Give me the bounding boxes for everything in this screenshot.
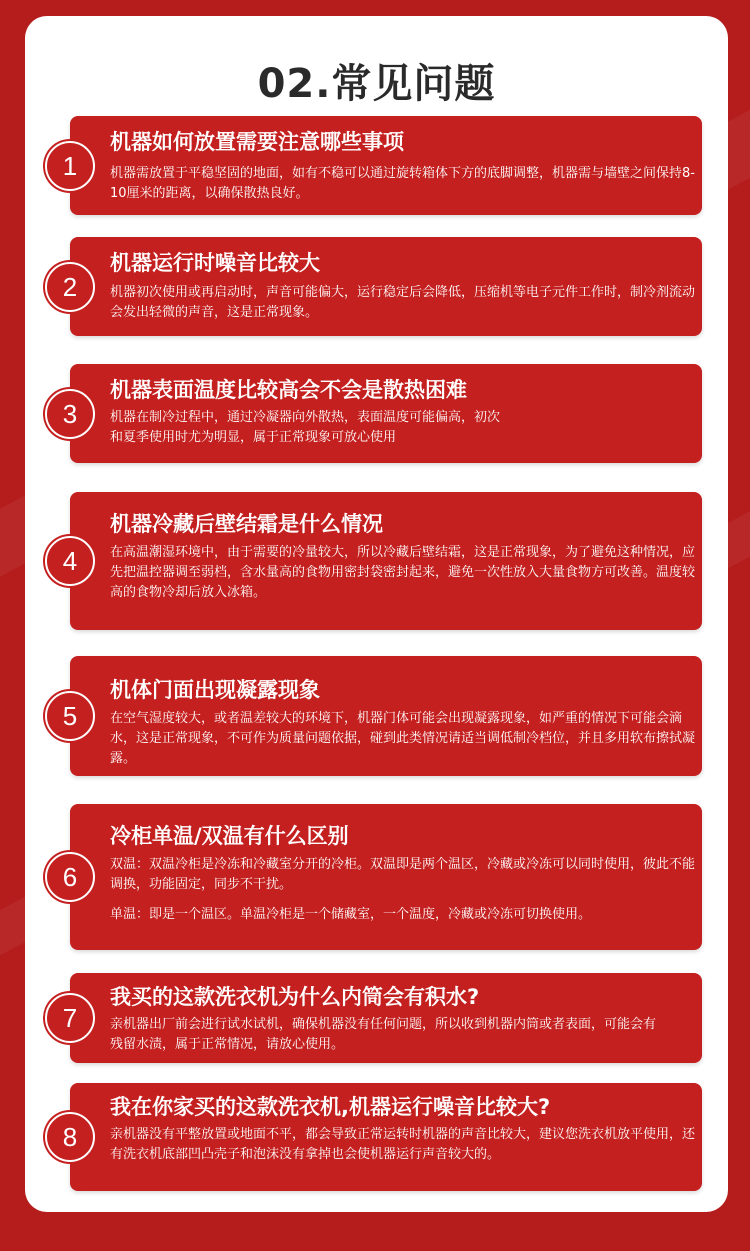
faq-item-3 [62,364,702,463]
faq-answer: 亲机器出厂前会进行试水试机，确保机器没有任何问题，所以收到机器内筒或者表面，可能会有残留水渍，属于正常情况，请放心使用。 [110,1017,657,1052]
faq-item-5 [62,656,702,776]
faq-answer: 机器初次使用或再启动时，声音可能偏大，运行稳定后会降低，压缩机等电子元件工作时，制冷剂流动会发出轻微的声音，这是正常现象。 [110,285,696,320]
faq-item-8 [62,1083,702,1191]
faq-question: 我在你家买的这款洗衣机,机器运行噪音比较大? [110,1095,551,1119]
faq-number-badge: 1 [45,141,95,191]
page-title: 02.常见问题 [257,61,496,107]
faq-question: 机器冷藏后壁结霜是什么情况 [110,512,383,536]
faq-answer: 机器在制冷过程中，通过冷凝器向外散热，表面温度可能偏高，初次和夏季使用时尤为明显，属于正常现象可放心使用 [110,410,501,445]
faq-item-7 [62,973,702,1063]
faq-question: 机器运行时噪音比较大 [110,251,320,275]
faq-number-badge: 3 [45,389,95,439]
faq-question: 我买的这款洗衣机为什么内筒会有积水? [110,985,480,1009]
faq-answer-secondary: 单温：即是一个温区。单温冷柜是一个储藏室，一个温度，冷藏或冷冻可切换使用。 [110,907,592,922]
faq-question: 机器表面温度比较高会不会是散热困难 [110,378,467,402]
faq-question: 机体门面出现凝露现象 [110,678,320,702]
faq-answer: 在空气湿度较大，或者温差较大的环境下，机器门体可能会出现凝露现象，如严重的情况下可能会滴水，这是正常现象，不可作为质量问题依据，碰到此类情况请适当调低制冷档位，并且多用软布擦拭凝露。 [110,711,696,766]
faq-number-badge: 5 [45,691,95,741]
faq-answer: 亲机器没有平整放置或地面不平，都会导致正常运转时机器的声音比较大，建议您洗衣机放平使用，还有洗衣机底部凹凸壳子和泡沫没有拿掉也会使机器运行声音较大的。 [110,1127,696,1162]
faq-item-4 [62,492,702,630]
faq-answer: 在高温潮湿环境中，由于需要的冷量较大，所以冷藏后壁结霜，这是正常现象，为了避免这种情况，应先把温控器调至弱档，含水量高的食物用密封袋密封起来，避免一次性放入大量食物方可改善。温度较高的食物冷却后放入冰箱。 [110,545,696,600]
faq-answer: 双温：双温冷柜是冷冻和冷藏室分开的冷柜。双温即是两个温区，冷藏或冷冻可以同时使用，彼此不能调换，功能固定，同步不干扰。 [110,857,696,892]
faq-question: 机器如何放置需要注意哪些事项 [110,130,404,154]
faq-item-1 [62,116,702,215]
faq-question: 冷柜单温/双温有什么区别 [110,824,349,848]
faq-number-badge: 6 [45,852,95,902]
faq-answer: 机器需放置于平稳坚固的地面，如有不稳可以通过旋转箱体下方的底脚调整，机器需与墙壁之间保持8-10厘米的距离，以确保散热良好。 [110,166,695,201]
faq-number-badge: 8 [45,1112,95,1162]
faq-number-badge: 2 [45,262,95,312]
faq-card [25,16,728,1212]
faq-number-badge: 4 [45,536,95,586]
faq-number-badge: 7 [45,993,95,1043]
faq-item-2 [62,237,702,336]
faq-item-6 [62,804,702,950]
